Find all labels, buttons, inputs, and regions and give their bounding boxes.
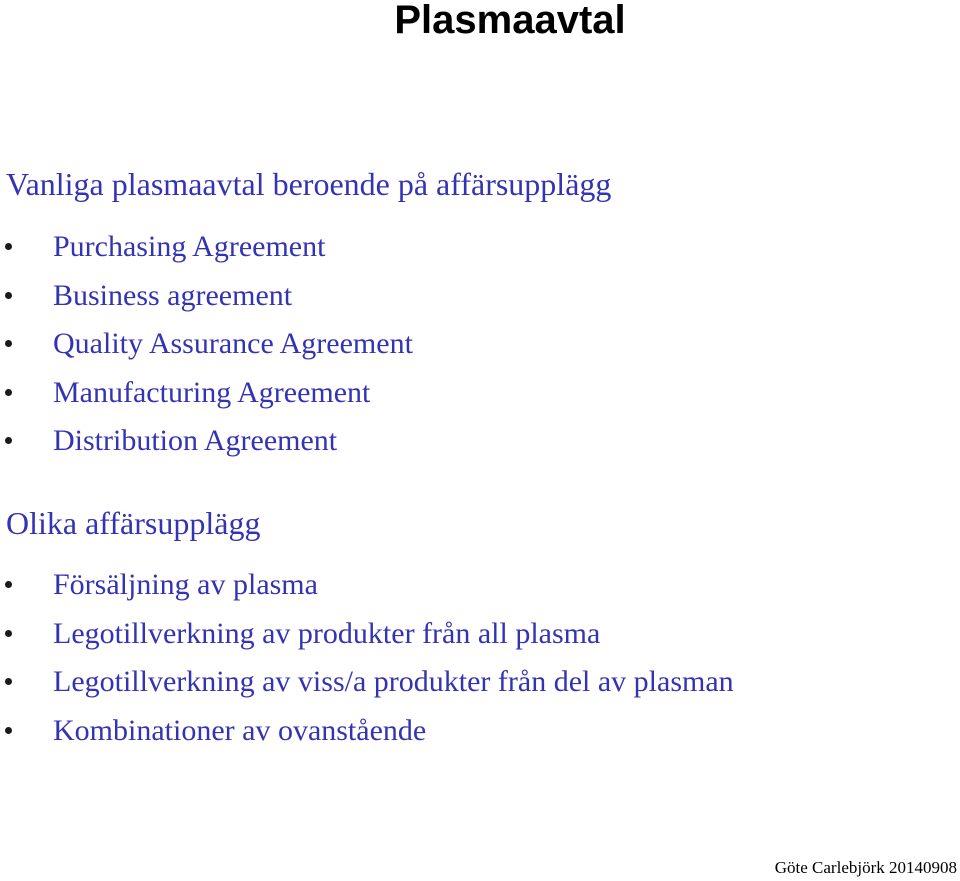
list-item-text: Manufacturing Agreement: [53, 375, 371, 409]
list-item-text: Kombinationer av ovanstående: [53, 713, 427, 747]
list-item-text: Legotillverkning av produkter från all plasma: [53, 616, 601, 650]
list-item-text: Legotillverkning av viss/a produkter från del av plasman: [53, 665, 734, 698]
bullet-icon: [5, 437, 12, 444]
list-item-text: Business agreement: [53, 278, 293, 312]
page-title: Plasmaavtal: [394, 0, 626, 42]
bullet-icon: [5, 292, 12, 299]
bullet-icon: [5, 389, 12, 396]
bullet-icon: [5, 243, 12, 250]
list-item-text: Quality Assurance Agreement: [53, 327, 413, 360]
bullet-icon: [5, 678, 12, 685]
list-item-text: Distribution Agreement: [53, 424, 338, 457]
section-heading-agreements: Vanliga plasmaavtal beroende på affärsupplägg: [6, 166, 612, 202]
list-item-text: Försäljning av plasma: [53, 568, 318, 601]
list-item-text: Purchasing Agreement: [53, 230, 326, 263]
bullet-icon: [5, 340, 12, 347]
bullet-icon: [5, 727, 12, 734]
section-heading-business-setups: Olika affärsupplägg: [6, 505, 261, 541]
footer-author-date: Göte Carlebjörk 20140908: [774, 858, 957, 877]
bullet-icon: [5, 630, 12, 637]
bullet-icon: [5, 581, 12, 588]
